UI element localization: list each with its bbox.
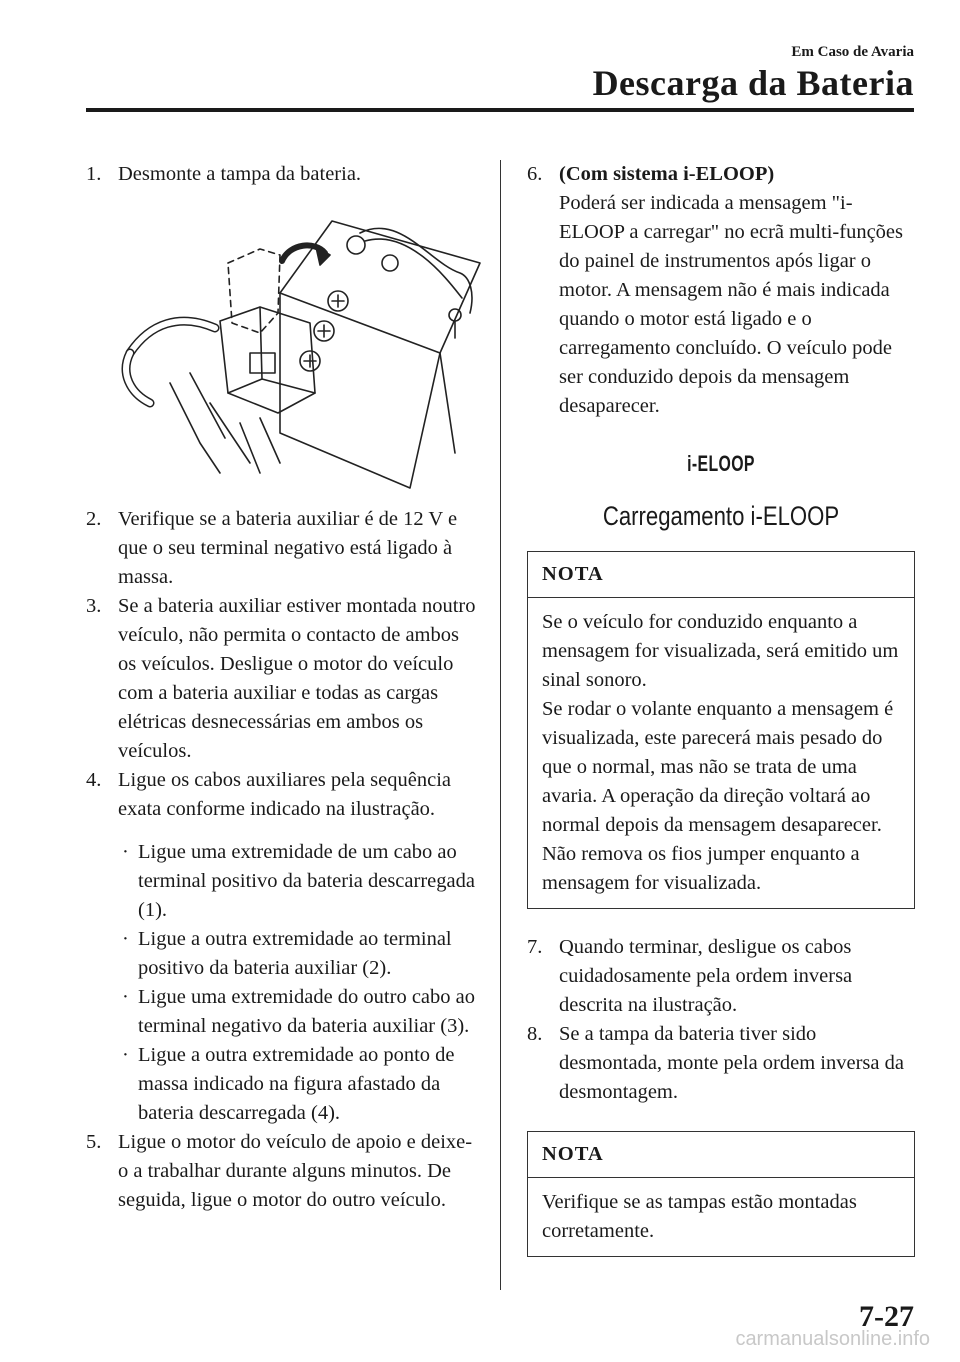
step-text: Ligue os cabos auxiliares pela sequência exata conforme indicado na ilustração.: [118, 769, 451, 820]
step-text: Se a bateria auxiliar estiver montada noutro veículo, não permita o contacto de ambos os veículos. Desligue o motor do veículo com a bateria auxiliar e todas as cargas elétricas desnecessárias em ambos os veículos.: [118, 595, 476, 762]
watermark: carmanualsonline.info: [735, 1328, 930, 1350]
step-number: 1.: [86, 163, 102, 185]
list-item: · Ligue a outra extremidade ao ponto de massa indicado na figura afastado da bateria descarregada (4).: [86, 1041, 482, 1128]
step-1: [86, 160, 482, 189]
bullet-icon: ·: [122, 986, 129, 1008]
step-number: 8.: [527, 1023, 543, 1045]
step-number: 7.: [527, 936, 543, 958]
step-8: [527, 1020, 915, 1107]
step-number: 5.: [86, 1131, 102, 1153]
note-heading: NOTA: [528, 552, 914, 598]
note-paragraph: Se o veículo for conduzido enquanto a mensagem for visualizada, será emitido um sinal sonoro.: [542, 611, 899, 691]
header-rule: [86, 108, 914, 112]
step-text: Poderá ser indicada a mensagem "i-ELOOP a carregar" no ecrã multi-funções do painel de instrumentos após ligar o motor. A mensagem não é mais indicada quando o motor está ligado e o carregamento concluído. O veículo pode ser conduzido depois da mensagem desaparecer.: [559, 192, 903, 417]
list-item: · Ligue a outra extremidade ao terminal positivo da bateria auxiliar (2).: [86, 925, 482, 983]
step-text: Verifique se a bateria auxiliar é de 12 V e que o seu terminal negativo está ligado à massa.: [118, 508, 458, 588]
section-label: Em Caso de Avaria: [791, 44, 914, 60]
step-2: [86, 505, 482, 592]
bullet-icon: ·: [122, 841, 129, 863]
battery-cover-illustration: [86, 203, 482, 493]
right-column: [527, 160, 915, 1257]
step-number: 4.: [86, 769, 102, 791]
eloop-logo: i-ELOOP: [687, 451, 755, 476]
step-heading: (Com sistema i-ELOOP): [559, 163, 775, 185]
step-text: Ligue o motor do veículo de apoio e deixe-o a trabalhar durante alguns minutos. De seguida, ligue o motor do outro veículo.: [118, 1131, 473, 1211]
step-7: [527, 933, 915, 1020]
list-item: · Ligue uma extremidade do outro cabo ao terminal negativo da bateria auxiliar (3).: [86, 983, 482, 1041]
note-body: [528, 598, 914, 908]
step-text: Quando terminar, desligue os cabos cuidadosamente pela ordem inversa descrita na ilustração.: [559, 936, 853, 1016]
page-number: 7-27: [859, 1300, 914, 1333]
step-3: [86, 592, 482, 766]
step-text: Se a tampa da bateria tiver sido desmontada, monte pela ordem inversa da desmontagem.: [559, 1023, 904, 1103]
step-6: [527, 160, 915, 421]
step-text: Desmonte a tampa da bateria.: [118, 163, 362, 185]
eloop-caption: Carregamento i-ELOOP: [602, 501, 840, 531]
step-4-bullets: [86, 838, 482, 1128]
note-body: [528, 1178, 914, 1256]
step-number: 2.: [86, 508, 102, 530]
list-item: · Ligue uma extremidade de um cabo ao terminal positivo da bateria descarregada (1).: [86, 838, 482, 925]
note-heading: NOTA: [528, 1132, 914, 1178]
step-number: 3.: [86, 595, 102, 617]
step-4: [86, 766, 482, 824]
column-divider: [500, 160, 501, 1290]
eloop-indicator: [527, 449, 915, 531]
note-box: [527, 1131, 915, 1257]
left-column: [86, 160, 482, 1215]
page-title: Descarga da Bateria: [592, 63, 914, 103]
step-5: [86, 1128, 482, 1215]
note-paragraph: Se rodar o volante enquanto a mensagem é visualizada, este parecerá mais pesado do que o normal, mas não se trata de uma avaria. A operação da direção voltará ao normal depois da mensagem desaparecer. Não remova os fios jumper enquanto a mensagem for visualizada.: [542, 698, 894, 894]
bullet-icon: ·: [122, 1044, 129, 1066]
bullet-icon: ·: [122, 928, 129, 950]
step-number: 6.: [527, 163, 543, 185]
note-box: [527, 551, 915, 909]
note-paragraph: Verifique se as tampas estão montadas corretamente.: [542, 1191, 857, 1242]
